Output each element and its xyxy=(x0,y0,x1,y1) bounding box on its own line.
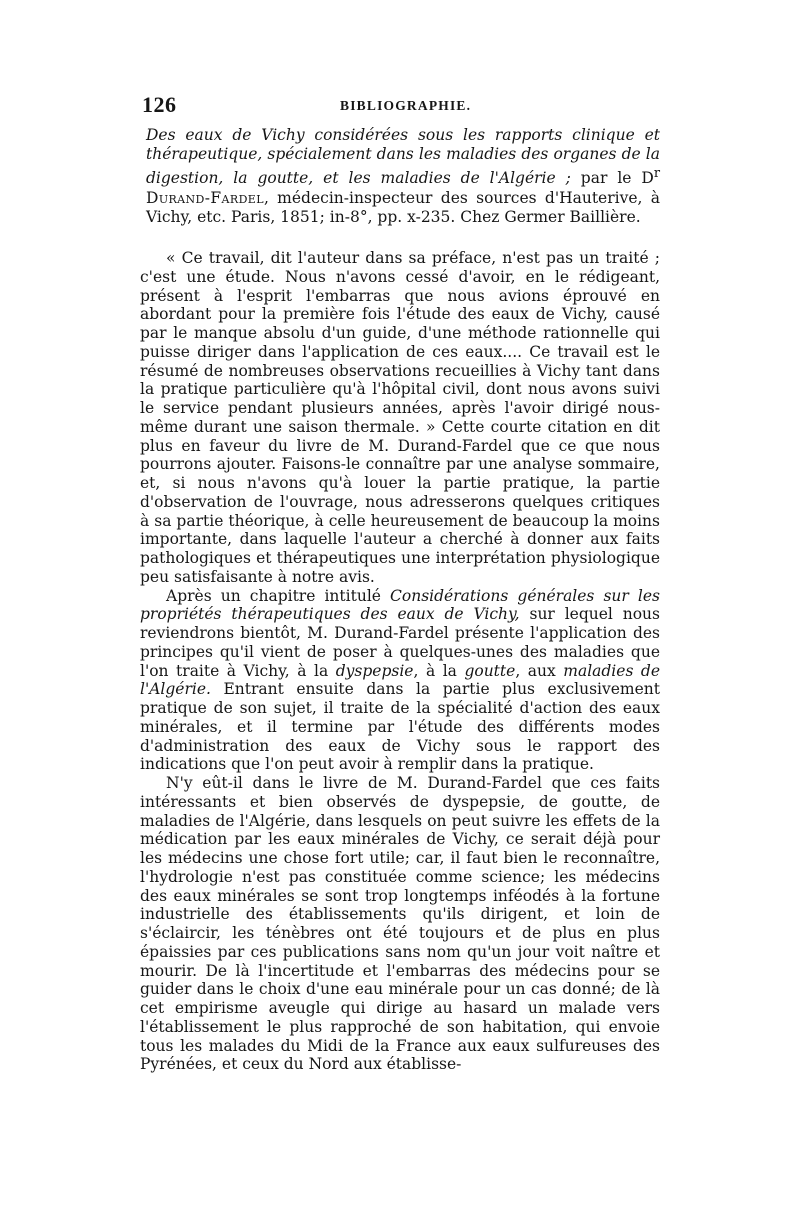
running-title: BIBLIOGRAPHIE. xyxy=(340,98,472,113)
review-body xyxy=(140,249,660,1074)
paragraph-2-italic-dyspepsie: dyspepsie xyxy=(335,661,414,680)
entry-author: Durand-Fardel xyxy=(146,188,264,207)
paragraph-2-part-a: Après un chapitre intitulé xyxy=(166,586,391,605)
paragraph-2 xyxy=(140,587,660,775)
paragraph-2-part-c: , à la xyxy=(413,661,465,680)
entry-details: , médecin-inspecteur des sources d'Hauterive, à Vichy, etc. Paris, 1851; in-8°, pp. x-235. Chez Germer Baillière. xyxy=(146,188,660,226)
paragraph-2-italic-goutte: goutte xyxy=(464,661,516,680)
paragraph-2-part-b: sur lequel nous reviendrons bientôt, M. Durand-Fardel présente l'application des principes qu'il vient de poser à quelques-unes des maladies que l'on traite à Vichy, à la xyxy=(140,605,660,680)
paragraph-2-part-d: , aux xyxy=(515,661,564,680)
paragraph-1: « Ce travail, dit l'auteur dans sa préface, n'est pas un traité ; c'est une étude. Nous n'avons cessé d'avoir, en le rédigeant, présent à l'esprit l'embarras que nous avions éprouvé en abordant pour la première fois l'étude des eaux de Vichy, causé par le manque absolu d'un guide, d'une méthode rationnelle qui puisse diriger dans l'application de ces eaux.... Ce travail est le résumé de nombreuses observations recueillies à Vichy tant dans la pratique particulière qu'à l'hôpital civil, dont nous avons suivi le service pendant plusieurs années, après l'avoir dirigé nous-même durant une saison thermale. » Cette courte citation en dit plus en faveur du livre de M. Durand-Fardel que ce que nous pourrons ajouter. Faisons-le connaître par une analyse sommaire, et, si nous n'avons qu'à louer la partie pratique, la partie d'observation de l'ouvrage, nous adresserons quelques critiques à sa partie théorique, à celle heureusement de beaucoup la moins importante, dans laquelle l'auteur a cherché à donner aux faits pathologiques et thérapeutiques une interprétation physiologique peu satisfaisante à notre avis. xyxy=(140,249,660,586)
running-head xyxy=(140,92,660,126)
bibliographic-entry xyxy=(140,126,660,227)
entry-par: par le D xyxy=(570,169,654,188)
page-number: 126 xyxy=(142,92,177,117)
paragraph-2-italic-title: Considérations générales sur les propriétés thérapeutiques des eaux de Vichy, xyxy=(140,586,660,624)
paragraph-2-part-e: Entrant ensuite dans la partie plus exclusivement pratique de son sujet, il traite de la spécialité d'action des eaux minérales, et il termine par l'étude des différents modes d'administration des eaux de Vichy sous le rapport des indications que l'on peut avoir à remplir dans la pratique. xyxy=(140,680,660,774)
entry-title: Des eaux de Vichy considérées sous les rapports clinique et thérapeutique, spécialement dans les maladies des organes de la digestion, la goutte, et les maladies de l'Algérie ; xyxy=(146,126,660,188)
paragraph-2-italic-algerie: maladies de l'Algérie. xyxy=(140,661,661,699)
entry-dr-superscript: r xyxy=(653,166,660,182)
book-page xyxy=(140,92,660,1074)
paragraph-3: N'y eût-il dans le livre de M. Durand-Fardel que ces faits intéressants et bien observés de dyspepsie, de goutte, de maladies de l'Algérie, dans lesquels on peut suivre les effets de la médication par les eaux minérales de Vichy, ce serait déjà pour les médecins une chose fort utile; car, il faut bien le reconnaître, l'hydrologie n'est pas constituée comme science; les médecins des eaux minérales se sont trop longtemps inféodés à la fortune industrielle des établissements qu'ils dirigent, et loin de s'éclaircir, les ténèbres ont été toujours et de plus en plus épaissies par ces publications sans nom qu'un jour voit naître et mourir. De là l'incertitude et l'embarras des médecins pour se guider dans le choix d'une eau minérale pour un cas donné; de là cet empirisme aveugle qui dirige au hasard un malade vers l'établissement le plus rapproché de son habitation, qui envoie tous les malades du Midi de la France aux eaux sulfureuses des Pyrénées, et ceux du Nord aux établisse- xyxy=(140,774,660,1074)
